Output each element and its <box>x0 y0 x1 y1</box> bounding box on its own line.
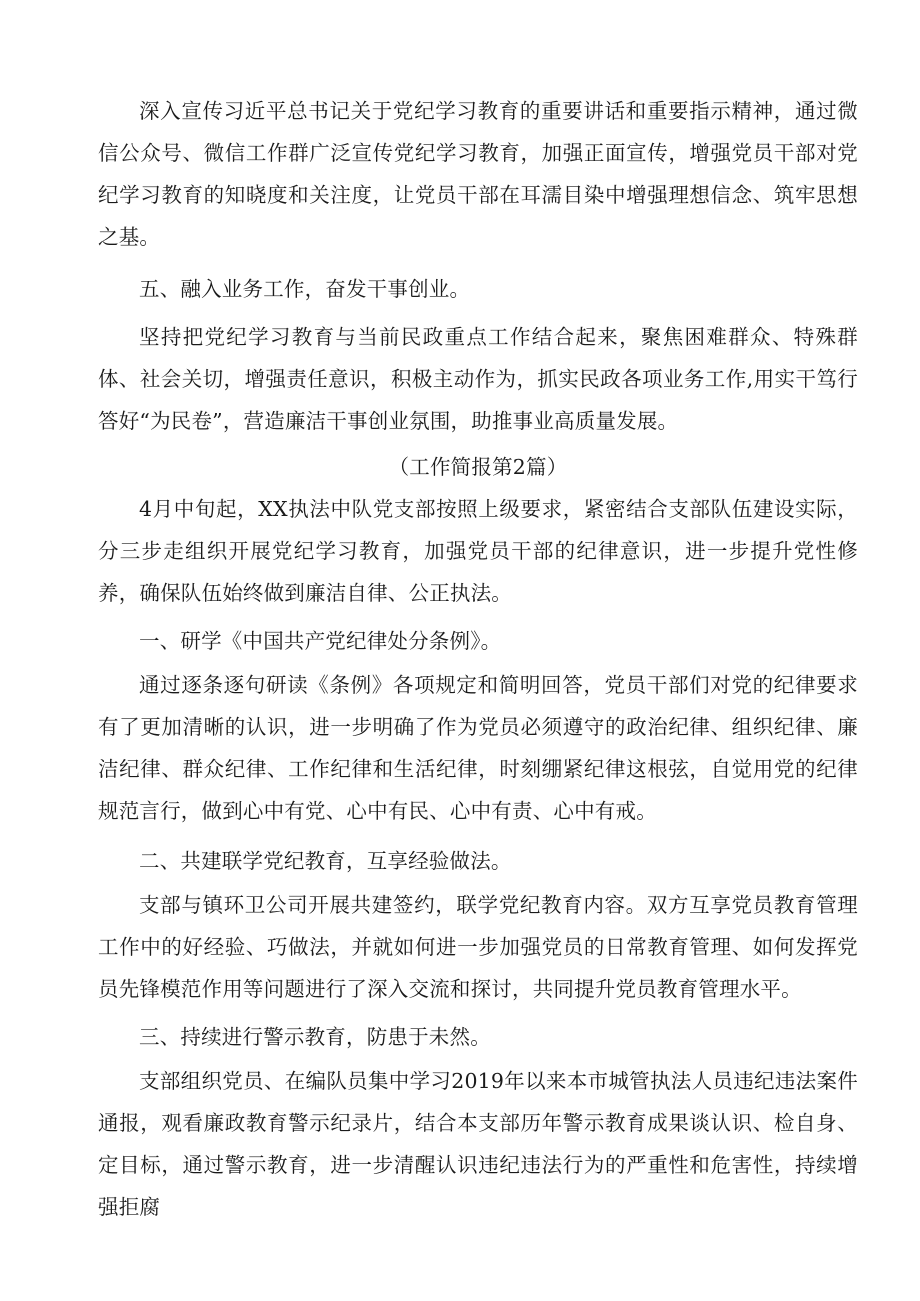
paragraph-intro: 4月中旬起，XX执法中队党支部按照上级要求，紧密结合支部队伍建设实际，分三步走组织开展党纪学习教育，加强党员干部的纪律意识，进一步提升党性修养，确保队伍始终做到廉洁自律、公正执法。 <box>98 497 858 605</box>
paragraph-study-regulations: 通过逐条逐句研读《条例》各项规定和简明回答，党员干部们对党的纪律要求有了更加清晰的认识，进一步明确了作为党员必须遵守的政治纪律、组织纪律、廉洁纪律、群众纪律、工作纪律和生活纪律，时刻绷紧纪律这根弦，自觉用党的纪律规范言行，做到心中有党、心中有民、心中有责、心中有戒。 <box>98 673 858 823</box>
section-heading-two: 二、共建联学党纪教育，互享经验做法。 <box>139 849 512 873</box>
paragraph-warning-education: 支部组织党员、在编队员集中学习2019年以来本市城管执法人员违纪违法案件通报，观看廉政教育警示纪录片，结合本支部历年警示教育成果谈认识、检自身、定目标，通过警示教育，进一步清醒认识违纪违法行为的严重性和危害性，持续增强拒腐 <box>98 1069 858 1219</box>
section-heading-three: 三、持续进行警示教育，防患于未然。 <box>139 1025 491 1049</box>
section-heading-one: 一、研学《中国共产党纪律处分条例》。 <box>139 629 502 653</box>
paragraph-publicity: 深入宣传习近平总书记关于党纪学习教育的重要讲话和重要指示精神，通过微信公众号、微信工作群广泛宣传党纪学习教育，加强正面宣传，增强党员干部对党纪学习教育的知晓度和关注度，让党员干部在耳濡目染中增强理想信念、筑牢思想之基。 <box>98 99 858 249</box>
briefing-subtitle: （工作简报第2篇） <box>388 455 568 479</box>
section-heading-five: 五、融入业务工作，奋发干事创业。 <box>139 277 471 301</box>
paragraph-joint-learning: 支部与镇环卫公司开展共建签约，联学党纪教育内容。双方互享党员教育管理工作中的好经验、巧做法，并就如何进一步加强党员的日常教育管理、如何发挥党员先锋模范作用等问题进行了深入交流和探讨，共同提升党员教育管理水平。 <box>98 893 858 1001</box>
paragraph-business-work: 坚持把党纪学习教育与当前民政重点工作结合起来，聚焦困难群众、特殊群体、社会关切，增强责任意识，积极主动作为，抓实民政各项业务工作,用实干笃行答好“为民卷”，营造廉洁干事创业氛围，助推事业高质量发展。 <box>98 325 858 433</box>
